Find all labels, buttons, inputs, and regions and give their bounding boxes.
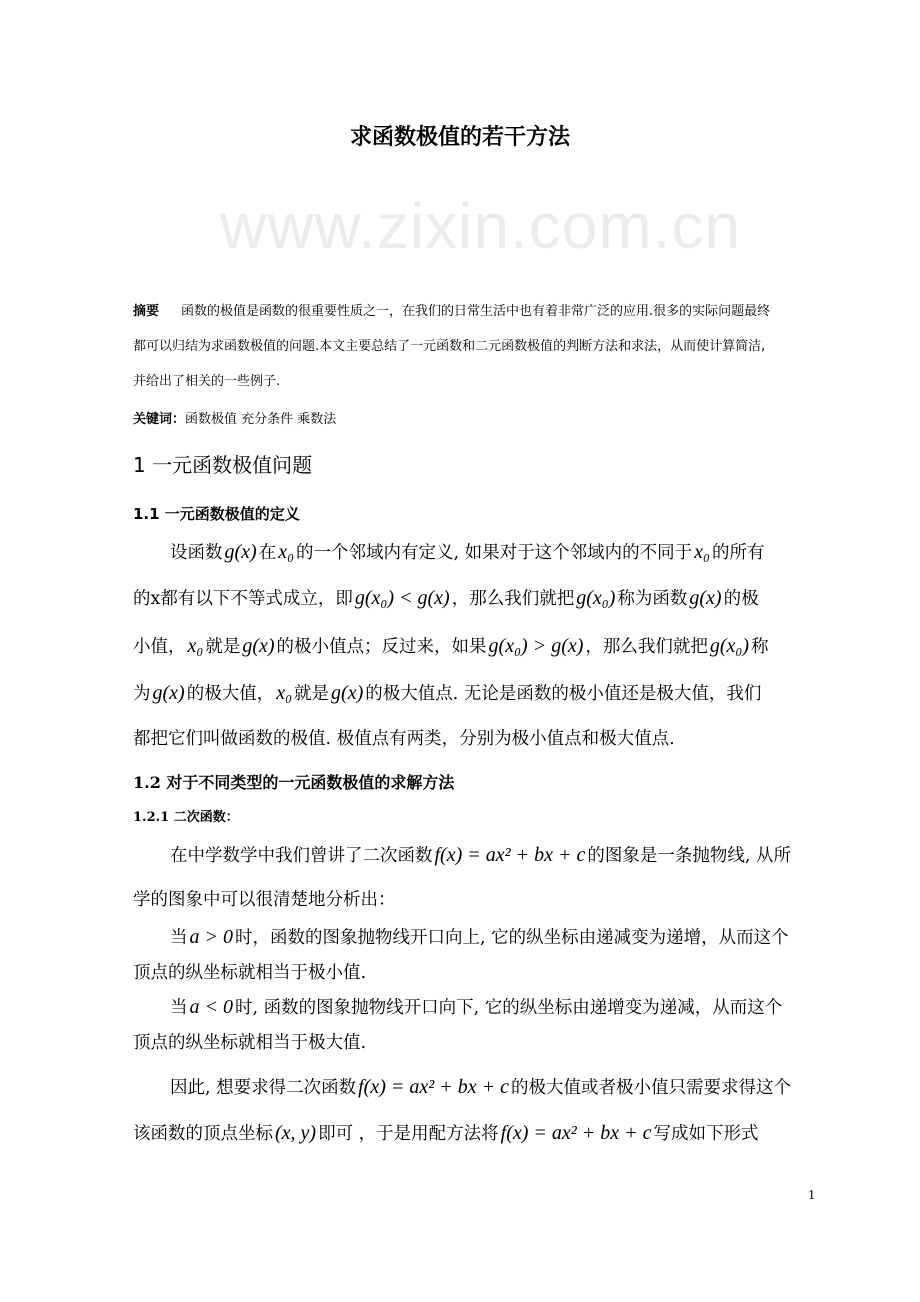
math-expression: g(x₀) > g(x) bbox=[488, 635, 584, 657]
text-segment: 学的图象中可以很清楚地分析出： bbox=[133, 890, 396, 910]
text-segment: 的极 bbox=[723, 589, 759, 609]
document-title: 求函数极值的若干方法 bbox=[349, 125, 570, 150]
text-segment: 就是 bbox=[294, 684, 330, 704]
math-expression: g(x) bbox=[152, 682, 185, 704]
text-segment: ，那么我们就把 bbox=[585, 637, 708, 657]
text-segment: 都把它们叫做函数的极值. 极值点有两类，分别为极小值点和极大值点. bbox=[133, 729, 675, 749]
text-segment: 当 bbox=[170, 998, 188, 1018]
body-line bbox=[170, 995, 782, 1020]
text-segment: 时，函数的图象抛物线开口向上, 它的纵坐标由递减变为递增，从而这个 bbox=[235, 928, 789, 948]
text-segment: 的极大值点. 无论是函数的极小值还是极大值，我们 bbox=[365, 684, 762, 704]
text-segment: 该函数的顶点坐标 bbox=[133, 1124, 273, 1144]
body-line bbox=[170, 925, 789, 950]
section-heading-1-2-1: 1.2.1 二次函数： bbox=[133, 810, 239, 825]
text-segment: 小值， bbox=[133, 637, 186, 657]
text-segment: 顶点的纵坐标就相当于极小值. bbox=[133, 963, 367, 983]
text-segment: 的极大值， bbox=[186, 684, 275, 704]
text-segment: 的图象是一条抛物线, 从所 bbox=[587, 846, 791, 866]
text-segment: 的极大值或者极小值只需要求得这个 bbox=[511, 1078, 791, 1098]
keywords-label: 关键词： bbox=[133, 412, 186, 427]
text-segment: 为 bbox=[133, 684, 151, 704]
text-segment: 称为函数 bbox=[617, 589, 688, 609]
math-expression: g(x) bbox=[242, 635, 275, 657]
text-segment: ，那么我们就把 bbox=[451, 589, 575, 609]
math-expression: (x, y) bbox=[275, 1122, 317, 1144]
body-line bbox=[133, 888, 396, 912]
text-segment: 在中学数学中我们曾讲了二次函数 bbox=[170, 846, 433, 866]
math-expression: g(x₀) bbox=[709, 635, 750, 657]
watermark: www.zixin.com.cn bbox=[220, 190, 741, 262]
math-expression: g(x₀) bbox=[576, 587, 616, 609]
section-heading-1-2: 1.2 对于不同类型的一元函数极值的求解方法 bbox=[133, 773, 455, 792]
keywords-text: 函数极值 充分条件 乘数法 bbox=[185, 412, 337, 427]
text-segment: 的所有 bbox=[712, 543, 765, 563]
abstract-line-2: 都可以归结为求函数极值的问题.本文主要总结了一元函数和二元函数极值的判断方法和求法，从而使计算简洁, bbox=[133, 339, 766, 354]
math-expression: g(x) bbox=[689, 587, 722, 609]
text-segment: 的极小值点；反过来，如果 bbox=[276, 637, 487, 657]
body-line bbox=[170, 540, 765, 565]
math-expression: g(x) bbox=[331, 682, 364, 704]
body-line bbox=[170, 1075, 791, 1100]
text-segment: 称 bbox=[751, 637, 769, 657]
math-expression: x₀ bbox=[278, 541, 295, 563]
page-number: 1 bbox=[808, 1188, 815, 1203]
keywords-line bbox=[133, 408, 336, 427]
body-line bbox=[133, 1031, 366, 1055]
text-segment: 即可 ，于是用配方法将 bbox=[318, 1124, 499, 1144]
math-expression: g(x) bbox=[224, 541, 257, 563]
body-line bbox=[133, 727, 675, 751]
math-expression: g(x₀) < g(x) bbox=[354, 587, 450, 609]
body-line bbox=[170, 843, 791, 868]
math-expression: f(x) = ax² + bx + c bbox=[434, 844, 586, 866]
text-segment: 写成如下形式 bbox=[653, 1124, 759, 1144]
body-line bbox=[133, 1121, 759, 1146]
text-segment: 时, 函数的图象抛物线开口向下, 它的纵坐标由递增变为递减，从而这个 bbox=[235, 998, 783, 1018]
math-expression: a > 0 bbox=[189, 926, 233, 948]
body-line bbox=[133, 681, 761, 706]
text-segment: 的x都有以下不等式成立，即 bbox=[133, 589, 353, 609]
section-heading-1-1: 1.1 一元函数极值的定义 bbox=[133, 505, 300, 523]
text-segment: 设函数 bbox=[170, 543, 223, 563]
body-line bbox=[133, 586, 759, 611]
section-heading-1: 1 一元函数极值问题 bbox=[133, 453, 313, 477]
math-expression: f(x) = ax² + bx + c bbox=[358, 1076, 509, 1098]
text-segment: 顶点的纵坐标就相当于极大值. bbox=[133, 1033, 367, 1053]
math-expression: x₀ bbox=[694, 541, 711, 563]
text-segment: 就是 bbox=[205, 637, 241, 657]
body-line bbox=[133, 961, 366, 985]
abstract-line-1 bbox=[133, 300, 770, 319]
text-segment: 因此, 想要求得二次函数 bbox=[170, 1078, 357, 1098]
math-expression: f(x) = ax² + bx + c bbox=[500, 1122, 652, 1144]
text-segment: 当 bbox=[170, 928, 188, 948]
text-segment: 在 bbox=[258, 543, 277, 563]
math-expression: x₀ bbox=[187, 635, 204, 657]
abstract-text: 函数的极值是函数的很重要性质之一，在我们的日常生活中也有着非常广泛的应用.很多的实际问题最终 bbox=[181, 304, 771, 319]
body-line bbox=[133, 634, 769, 659]
abstract-line-3: 并给出了相关的一些例子. bbox=[133, 374, 281, 389]
math-expression: x₀ bbox=[276, 682, 293, 704]
math-expression: a < 0 bbox=[189, 996, 233, 1018]
abstract-label: 摘要 bbox=[133, 304, 160, 319]
text-segment: 的一个邻域内有定义, 如果对于这个邻域内的不同于 bbox=[296, 543, 693, 563]
